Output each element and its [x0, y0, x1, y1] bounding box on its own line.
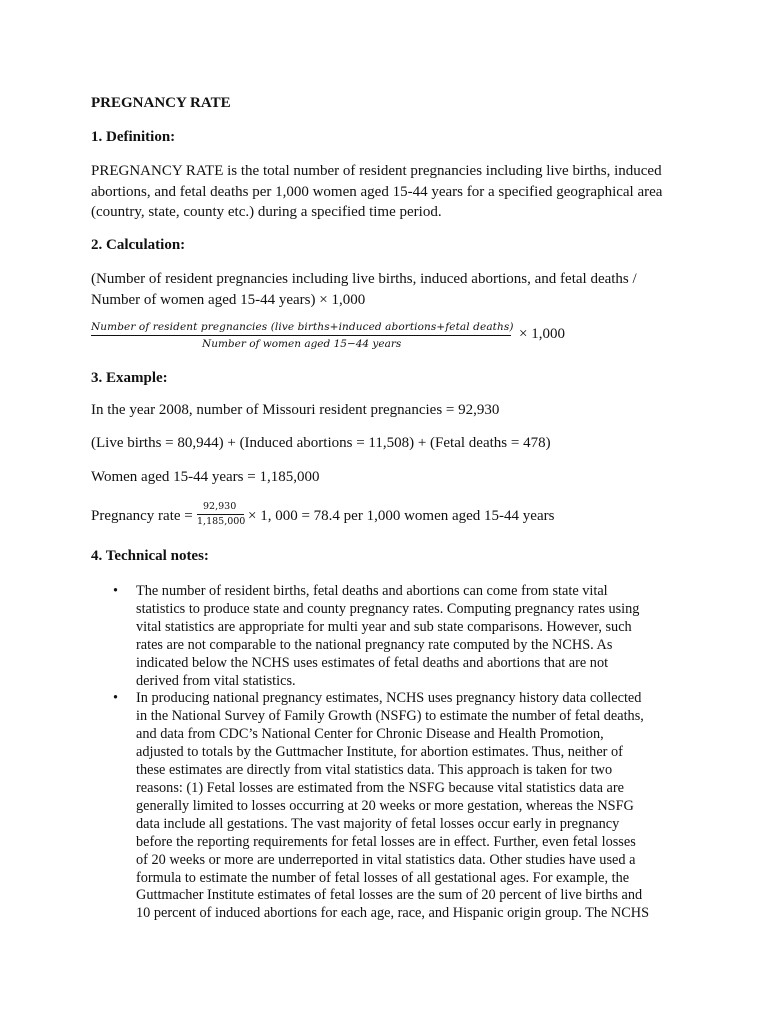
note-line: and data from CDC’s National Center for Chronic Disease and Health Promotion,: [136, 726, 604, 743]
bullet-icon: •: [113, 690, 119, 707]
calculation-paragraph: [91, 269, 691, 310]
rate-label: Pregnancy rate =: [91, 508, 193, 524]
definition-line: abortions, and fetal deaths per 1,000 women aged 15-44 years for a specified geographical area: [91, 183, 663, 200]
note-line: of 20 weeks or more are underreported in vital statistics data. Other studies have used a: [136, 851, 636, 868]
note-line: data include all gestations. The vast majority of fetal losses occur early in pregnancy: [136, 815, 620, 832]
calculation-line: (Number of resident pregnancies including live births, induced abortions, and fetal deaths /: [91, 271, 637, 287]
note-line: reasons: (1) Fetal losses are estimated from the NSFG because vital statistics data are: [136, 779, 624, 796]
technical-notes-heading: 4. Technical notes:: [91, 548, 209, 564]
note-line: these estimates are directly from vital statistics data. This approach is taken for two: [136, 762, 613, 779]
definition-paragraph: [91, 161, 691, 223]
technical-notes-list: [91, 583, 711, 923]
note-line: generally limited to losses occurring at 20 weeks or more gestation, whereas the NSFG: [136, 797, 634, 814]
formula-fraction-bar: [91, 335, 511, 336]
note-line: Guttmacher Institute estimates of fetal losses are the sum of 20 percent of live births and: [136, 887, 643, 904]
example-line-women: Women aged 15-44 years = 1,185,000: [91, 469, 320, 485]
page-title: PREGNANCY RATE: [91, 95, 231, 111]
note-line: adjusted to totals by the Guttmacher Institute, for abortion estimates. Thus, neither of: [136, 744, 623, 761]
bullet-icon: •: [113, 583, 119, 599]
note-line: in the National Survey of Family Growth (NSFG) to estimate the number of fetal deaths,: [136, 708, 644, 725]
note-line: 10 percent of induced abortions for each age, race, and Hispanic origin group. The NCHS: [136, 905, 650, 922]
note-line: derived from vital statistics.: [136, 672, 296, 689]
rate-numerator: 92,930: [203, 501, 237, 512]
note-line: indicated below the NCHS uses estimates of fetal deaths and abortions that are not: [136, 654, 609, 671]
definition-heading: 1. Definition:: [91, 129, 176, 145]
formula-numerator: Number of resident pregnancies (live births+induced abortions+fetal deaths): [91, 321, 514, 333]
note-line: In producing national pregnancy estimates, NCHS uses pregnancy history data collected: [136, 690, 642, 707]
definition-line: PREGNANCY RATE is the total number of resident pregnancies including live births, induced: [91, 163, 662, 179]
example-line-components: (Live births = 80,944) + (Induced abortions = 11,508) + (Fetal deaths = 478): [91, 435, 551, 451]
note-line: before the reporting requirements for fetal losses are in effect. Further, even fetal losses: [136, 833, 636, 850]
example-line-pregnancies: In the year 2008, number of Missouri resident pregnancies = 92,930: [91, 402, 500, 418]
rate-result: × 1, 000 = 78.4 per 1,000 women aged 15-44 years: [248, 508, 555, 524]
formula-multiplier: × 1,000: [519, 326, 565, 342]
note-line: formula to estimate the number of fetal losses of all gestational ages. For example, the: [136, 869, 630, 886]
note-line: rates are not comparable to the national pregnancy rate computed by the NCHS. As: [136, 636, 613, 653]
rate-fraction-bar: [197, 514, 244, 515]
list-item: [91, 583, 711, 690]
note-line: The number of resident births, fetal deaths and abortions can come from state vital: [136, 583, 608, 599]
list-item: [91, 690, 711, 923]
note-line: vital statistics are appropriate for multi year and sub state comparisons. However, such: [136, 618, 632, 635]
example-heading: 3. Example:: [91, 370, 168, 386]
calculation-line: Number of women aged 15-44 years) × 1,000: [91, 291, 366, 308]
rate-denominator: 1,185,000: [197, 516, 246, 527]
formula-denominator: Number of women aged 15−44 years: [202, 338, 402, 350]
note-line: statistics to produce state and county pregnancy rates. Computing pregnancy rates using: [136, 600, 640, 617]
definition-line: (country, state, county etc.) during a specified time period.: [91, 204, 442, 220]
calculation-heading: 2. Calculation:: [91, 237, 186, 253]
